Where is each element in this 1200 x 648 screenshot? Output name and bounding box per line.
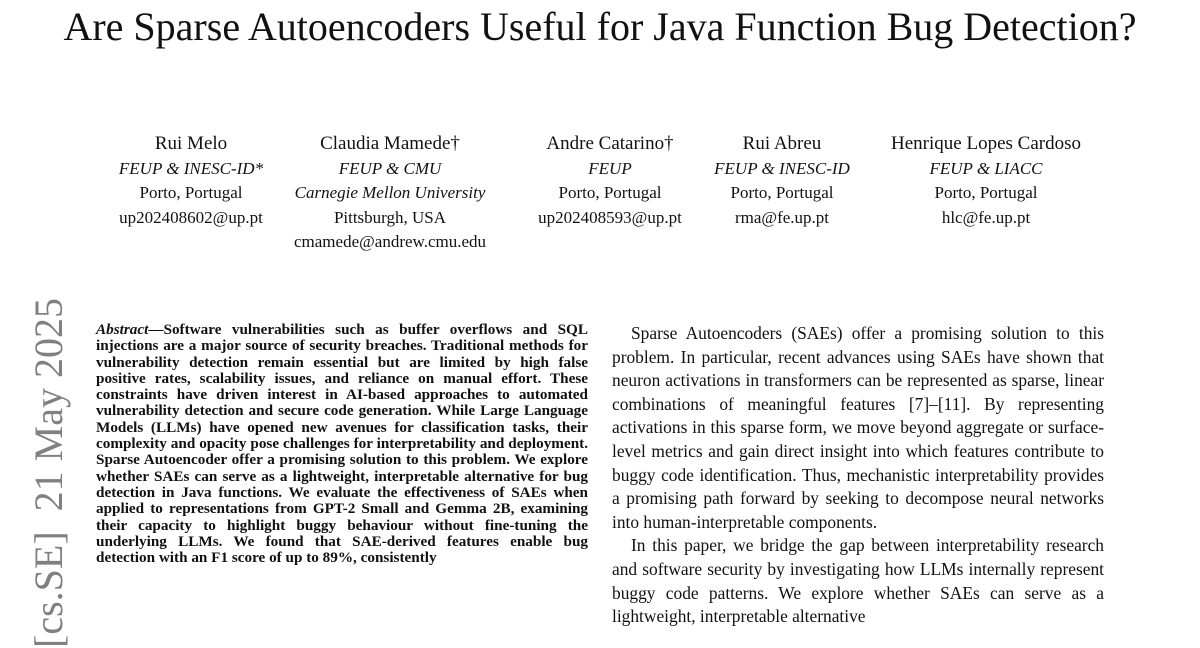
author-2 — [288, 132, 492, 255]
body-paragraph-2: In this paper, we bridge the gap between interpretability research and software security by investigating how LLMs internally represent buggy code patterns. We explore whether SAEs can serve as a lightweight, interpretable alternative — [612, 535, 1104, 627]
author-email: hlc@fe.up.pt — [941, 207, 1031, 227]
body-column — [612, 322, 1104, 629]
author-3 — [522, 132, 698, 230]
abstract-text: —Software vulnerabilities such as buffer overflows and SQL injections are a major source of security breaches. Traditional methods for vulnerability detection remain essential but are limited by high false positive rates, scalability issues, and reliance on manual effort. These constraints have driven interest in AI-based approaches to automated vulnerability detection and secure code generation. While Large Language Models (LLMs) have opened new avenues for classification tasks, their complexity and opacity pose challenges for interpretability and deployment. Sparse Autoencoder offer a promising solution to this problem. We explore whether SAEs can serve as a lightweight, interpretable alternative for bug detection in Java functions. We evaluate the effectiveness of SAEs when applied to representations from GPT-2 Small and Gemma 2B, examining their capacity to highlight buggy behaviour without fine-tuning the underlying LLMs. We found that SAE-derived features enable bug detection with an F1 score of up to 89%, consistently — [96, 321, 588, 567]
author-affiliation: FEUP & LIACC — [929, 158, 1043, 178]
author-email: rma@fe.up.pt — [734, 207, 829, 227]
author-email: up202408602@up.pt — [119, 207, 263, 227]
author-name: Henrique Lopes Cardoso — [891, 133, 1081, 154]
abstract — [96, 322, 588, 566]
author-affiliation: FEUP — [588, 158, 632, 178]
author-location: Porto, Portugal — [558, 183, 662, 202]
author-affiliation: FEUP & CMU — [338, 158, 442, 178]
paper-title: Are Sparse Autoencoders Useful for Java Function Bug Detection? — [63, 4, 1137, 49]
abstract-label: Abstract — [96, 321, 149, 338]
author-location: Porto, Portugal — [730, 183, 834, 202]
author-location: Porto, Portugal — [139, 183, 243, 202]
author-name: Rui Melo — [154, 133, 228, 154]
author-email: up202408593@up.pt — [538, 207, 682, 227]
author-name: Claudia Mamede† — [320, 133, 460, 154]
author-4 — [696, 132, 868, 230]
author-name: Rui Abreu — [742, 133, 822, 154]
author-affiliation: FEUP & INESC-ID* — [118, 158, 264, 178]
author-name: Andre Catarino† — [546, 133, 674, 154]
body-paragraph-1: Sparse Autoencoders (SAEs) offer a promising solution to this problem. In particular, recent advances using SAEs have shown that neuron activations in transformers can be represented as sparse, linear combinations of meaningful features [7]–[11]. By representing activations in this sparse form, we move beyond aggregate or surface-level metrics and gain direct insight into which features contribute to buggy code identification. Thus, mechanistic interpretability provides a promising path forward by seeking to decompose neural networks into human-interpretable components. — [612, 323, 1104, 532]
arxiv-side-stamp: [cs.SE] 21 May 2025 — [26, 298, 71, 648]
author-email: cmamede@andrew.cmu.edu — [293, 232, 487, 251]
author-5 — [872, 132, 1100, 230]
author-block — [0, 132, 1200, 262]
author-location: Pittsburgh, USA — [333, 207, 447, 227]
author-1 — [103, 132, 279, 230]
author-institution: Carnegie Mellon University — [294, 183, 486, 202]
author-affiliation: FEUP & INESC-ID — [714, 158, 850, 178]
author-location: Porto, Portugal — [934, 183, 1038, 202]
